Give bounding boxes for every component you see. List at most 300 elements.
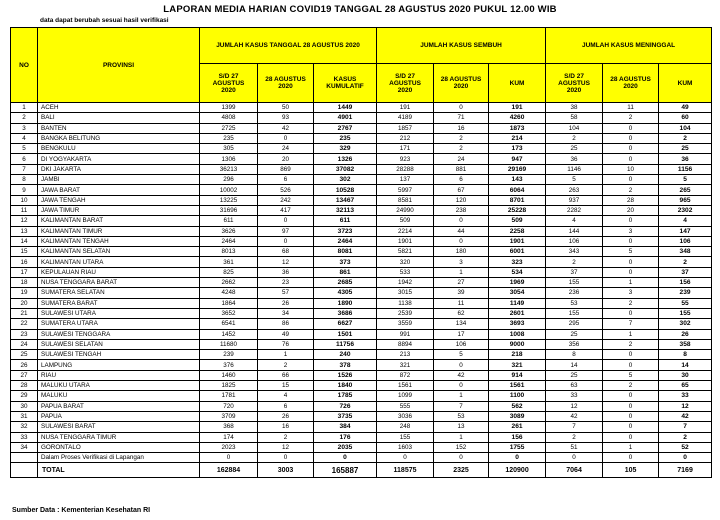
- row-provinsi: KEPULAUAN RIAU: [38, 267, 200, 277]
- row-meninggal-today: 1: [603, 329, 659, 339]
- row-provinsi: SUMATERA BARAT: [38, 298, 200, 308]
- row-meninggal-kum: 30: [659, 370, 712, 380]
- header-sembuh-sd: S/D 27 AGUSTUS 2020: [377, 64, 434, 103]
- row-kasus-kumulatif: 0: [314, 453, 377, 463]
- row-kasus-today: 66: [258, 370, 314, 380]
- row-meninggal-kum: 25: [659, 144, 712, 154]
- row-meninggal-kum: 52: [659, 442, 712, 452]
- row-kasus-today: 0: [258, 453, 314, 463]
- row-sembuh-kum: 1149: [489, 298, 546, 308]
- row-meninggal-today: 0: [603, 154, 659, 164]
- report-title: LAPORAN MEDIA HARIAN COVID19 TANGGAL 28 AGUSTUS 2020 PUKUL 12.00 WIB: [163, 4, 557, 15]
- row-provinsi: MALUKU: [38, 391, 200, 401]
- header-no: NO: [11, 28, 38, 103]
- header-kasus-today: 28 AGUSTUS 2020: [258, 64, 314, 103]
- row-meninggal-kum: 239: [659, 288, 712, 298]
- row-meninggal-kum: 5: [659, 175, 712, 185]
- row-meninggal-kum: 2: [659, 257, 712, 267]
- row-sembuh-sd: 24990: [377, 205, 434, 215]
- row-no: 22: [11, 319, 38, 329]
- row-sembuh-kum: 562: [489, 401, 546, 411]
- row-meninggal-kum: 302: [659, 319, 712, 329]
- row-meninggal-sd: 38: [546, 103, 603, 113]
- row-meninggal-sd: 236: [546, 288, 603, 298]
- row-sembuh-sd: 923: [377, 154, 434, 164]
- row-meninggal-sd: 33: [546, 391, 603, 401]
- row-kasus-sd: 8013: [200, 247, 258, 257]
- row-provinsi: BALI: [38, 113, 200, 123]
- row-no: 5: [11, 144, 38, 154]
- row-sembuh-sd: 8894: [377, 339, 434, 349]
- row-no: 29: [11, 391, 38, 401]
- row-meninggal-kum: 2: [659, 432, 712, 442]
- row-kasus-kumulatif: 37082: [314, 164, 377, 174]
- row-meninggal-today: 0: [603, 422, 659, 432]
- row-sembuh-today: 39: [434, 288, 489, 298]
- row-meninggal-today: 0: [603, 267, 659, 277]
- row-provinsi: DKI JAKARTA: [38, 164, 200, 174]
- row-meninggal-kum: 265: [659, 185, 712, 195]
- row-sembuh-kum: 914: [489, 370, 546, 380]
- row-kasus-kumulatif: 373: [314, 257, 377, 267]
- row-sembuh-kum: 321: [489, 360, 546, 370]
- row-kasus-kumulatif: 1840: [314, 381, 377, 391]
- header-group-meninggal: JUMLAH KASUS MENINGGAL: [546, 28, 712, 64]
- row-kasus-sd: 36213: [200, 164, 258, 174]
- row-no: 25: [11, 350, 38, 360]
- row-sembuh-today: 67: [434, 185, 489, 195]
- row-meninggal-kum: 0: [659, 453, 712, 463]
- row-kasus-sd: 6541: [200, 319, 258, 329]
- row-meninggal-today: 0: [603, 432, 659, 442]
- row-meninggal-kum: 37: [659, 267, 712, 277]
- table-row: [11, 195, 712, 205]
- table-row: [11, 236, 712, 246]
- row-meninggal-kum: 2302: [659, 205, 712, 215]
- row-provinsi: DI YOGYAKARTA: [38, 154, 200, 164]
- row-sembuh-today: 1: [434, 267, 489, 277]
- row-meninggal-sd: 63: [546, 381, 603, 391]
- row-kasus-sd: 611: [200, 216, 258, 226]
- row-sembuh-today: 1: [434, 391, 489, 401]
- total-label: TOTAL: [38, 463, 200, 478]
- row-kasus-sd: 3652: [200, 308, 258, 318]
- row-provinsi: SULAWESI UTARA: [38, 308, 200, 318]
- row-kasus-kumulatif: 384: [314, 422, 377, 432]
- row-no: 23: [11, 329, 38, 339]
- row-sembuh-kum: 947: [489, 154, 546, 164]
- row-kasus-today: 57: [258, 288, 314, 298]
- row-meninggal-sd: 12: [546, 401, 603, 411]
- row-provinsi: ACEH: [38, 103, 200, 113]
- row-kasus-today: 26: [258, 411, 314, 421]
- row-provinsi: NUSA TENGGARA BARAT: [38, 278, 200, 288]
- row-kasus-kumulatif: 1326: [314, 154, 377, 164]
- row-meninggal-kum: 14: [659, 360, 712, 370]
- row-kasus-kumulatif: 4901: [314, 113, 377, 123]
- row-kasus-today: 12: [258, 442, 314, 452]
- row-kasus-today: 50: [258, 103, 314, 113]
- row-kasus-today: 2: [258, 432, 314, 442]
- row-meninggal-sd: 51: [546, 442, 603, 452]
- table-row: [11, 205, 712, 215]
- table-row: [11, 278, 712, 288]
- row-kasus-today: 6: [258, 401, 314, 411]
- table-row: [11, 432, 712, 442]
- row-sembuh-today: 7: [434, 401, 489, 411]
- row-kasus-kumulatif: 176: [314, 432, 377, 442]
- row-meninggal-today: 0: [603, 360, 659, 370]
- row-kasus-sd: 11680: [200, 339, 258, 349]
- row-provinsi: Dalam Proses Verifikasi di Lapangan: [38, 453, 200, 463]
- row-sembuh-sd: 321: [377, 360, 434, 370]
- row-no: 6: [11, 154, 38, 164]
- row-no: 11: [11, 205, 38, 215]
- row-meninggal-today: 0: [603, 236, 659, 246]
- row-kasus-sd: 174: [200, 432, 258, 442]
- row-kasus-sd: 1825: [200, 381, 258, 391]
- row-kasus-sd: 296: [200, 175, 258, 185]
- row-sembuh-sd: 213: [377, 350, 434, 360]
- row-sembuh-today: 17: [434, 329, 489, 339]
- row-sembuh-sd: 137: [377, 175, 434, 185]
- row-provinsi: NUSA TENGGARA TIMUR: [38, 432, 200, 442]
- row-sembuh-kum: 1969: [489, 278, 546, 288]
- row-sembuh-today: 3: [434, 257, 489, 267]
- table-row: [11, 411, 712, 421]
- row-meninggal-kum: 348: [659, 247, 712, 257]
- header-sembuh-kum: KUM: [489, 64, 546, 103]
- row-kasus-sd: 10002: [200, 185, 258, 195]
- row-kasus-kumulatif: 861: [314, 267, 377, 277]
- row-kasus-today: 12: [258, 257, 314, 267]
- total-row: [11, 463, 712, 478]
- row-kasus-today: 97: [258, 226, 314, 236]
- row-sembuh-today: 881: [434, 164, 489, 174]
- row-kasus-kumulatif: 4305: [314, 288, 377, 298]
- row-kasus-kumulatif: 329: [314, 144, 377, 154]
- table-row: [11, 319, 712, 329]
- row-meninggal-today: 5: [603, 247, 659, 257]
- table-row: [11, 185, 712, 195]
- row-sembuh-sd: 2539: [377, 308, 434, 318]
- row-meninggal-today: 5: [603, 370, 659, 380]
- row-provinsi: JAWA TIMUR: [38, 205, 200, 215]
- row-sembuh-sd: 991: [377, 329, 434, 339]
- row-no: 26: [11, 360, 38, 370]
- row-kasus-sd: 4248: [200, 288, 258, 298]
- row-sembuh-today: 27: [434, 278, 489, 288]
- row-sembuh-today: 0: [434, 360, 489, 370]
- row-sembuh-today: 1: [434, 432, 489, 442]
- row-kasus-sd: 361: [200, 257, 258, 267]
- row-kasus-today: 417: [258, 205, 314, 215]
- row-provinsi: KALIMANTAN TENGAH: [38, 236, 200, 246]
- row-provinsi: GORONTALO: [38, 442, 200, 452]
- row-sembuh-today: 152: [434, 442, 489, 452]
- row-kasus-sd: 825: [200, 267, 258, 277]
- table-row: [11, 298, 712, 308]
- row-sembuh-sd: 171: [377, 144, 434, 154]
- row-provinsi: BANGKA BELITUNG: [38, 133, 200, 143]
- row-meninggal-kum: 60: [659, 113, 712, 123]
- row-kasus-sd: 235: [200, 133, 258, 143]
- row-kasus-today: 1: [258, 350, 314, 360]
- row-meninggal-today: 0: [603, 216, 659, 226]
- row-meninggal-today: 0: [603, 411, 659, 421]
- row-meninggal-kum: 358: [659, 339, 712, 349]
- row-kasus-sd: 376: [200, 360, 258, 370]
- row-kasus-today: 68: [258, 247, 314, 257]
- row-kasus-today: 0: [258, 133, 314, 143]
- row-sembuh-kum: 6001: [489, 247, 546, 257]
- row-meninggal-kum: 106: [659, 236, 712, 246]
- total-kasus-sd: 162884: [200, 463, 258, 478]
- row-sembuh-kum: 218: [489, 350, 546, 360]
- row-no: 30: [11, 401, 38, 411]
- table-row: [11, 391, 712, 401]
- row-no: 18: [11, 278, 38, 288]
- row-kasus-kumulatif: 8081: [314, 247, 377, 257]
- row-sembuh-sd: 3036: [377, 411, 434, 421]
- total-sembuh-today: 2325: [434, 463, 489, 478]
- total-no: [11, 463, 38, 478]
- row-sembuh-today: 42: [434, 370, 489, 380]
- row-no: 2: [11, 113, 38, 123]
- row-sembuh-today: 53: [434, 411, 489, 421]
- row-meninggal-sd: 14: [546, 360, 603, 370]
- row-meninggal-today: 28: [603, 195, 659, 205]
- total-kasus-today: 3003: [258, 463, 314, 478]
- row-kasus-today: 49: [258, 329, 314, 339]
- row-provinsi: SULAWESI TENGAH: [38, 350, 200, 360]
- row-meninggal-kum: 8: [659, 350, 712, 360]
- table-row: [11, 154, 712, 164]
- row-sembuh-kum: 2601: [489, 308, 546, 318]
- row-sembuh-today: 0: [434, 453, 489, 463]
- row-meninggal-today: 11: [603, 103, 659, 113]
- row-meninggal-today: 0: [603, 453, 659, 463]
- row-meninggal-sd: 106: [546, 236, 603, 246]
- row-sembuh-kum: 143: [489, 175, 546, 185]
- row-meninggal-today: 2: [603, 381, 659, 391]
- row-kasus-sd: 2464: [200, 236, 258, 246]
- row-sembuh-today: 5: [434, 350, 489, 360]
- row-kasus-today: 2: [258, 360, 314, 370]
- row-sembuh-kum: 2258: [489, 226, 546, 236]
- row-kasus-kumulatif: 3686: [314, 308, 377, 318]
- row-meninggal-today: 2: [603, 113, 659, 123]
- row-meninggal-kum: 4: [659, 216, 712, 226]
- row-provinsi: SUMATERA UTARA: [38, 319, 200, 329]
- row-sembuh-sd: 872: [377, 370, 434, 380]
- row-meninggal-sd: 25: [546, 329, 603, 339]
- row-sembuh-today: 0: [434, 236, 489, 246]
- row-provinsi: SULAWESI TENGGARA: [38, 329, 200, 339]
- row-kasus-today: 86: [258, 319, 314, 329]
- row-no: 10: [11, 195, 38, 205]
- row-kasus-sd: 1864: [200, 298, 258, 308]
- total-sembuh-sd: 118575: [377, 463, 434, 478]
- row-kasus-kumulatif: 2767: [314, 123, 377, 133]
- table-row: [11, 113, 712, 123]
- table-row: [11, 370, 712, 380]
- row-kasus-kumulatif: 378: [314, 360, 377, 370]
- row-meninggal-sd: 144: [546, 226, 603, 236]
- row-sembuh-kum: 1901: [489, 236, 546, 246]
- row-kasus-today: 4: [258, 391, 314, 401]
- row-sembuh-today: 134: [434, 319, 489, 329]
- row-sembuh-kum: 1100: [489, 391, 546, 401]
- row-kasus-kumulatif: 11756: [314, 339, 377, 349]
- report-subtitle: data dapat berubah sesuai hasil verifikasi: [40, 17, 169, 24]
- row-sembuh-sd: 28288: [377, 164, 434, 174]
- row-sembuh-sd: 8581: [377, 195, 434, 205]
- row-no: 21: [11, 308, 38, 318]
- row-kasus-kumulatif: 1785: [314, 391, 377, 401]
- row-kasus-kumulatif: 1449: [314, 103, 377, 113]
- row-meninggal-today: 0: [603, 144, 659, 154]
- row-sembuh-kum: 1008: [489, 329, 546, 339]
- row-kasus-today: 34: [258, 308, 314, 318]
- header-meninggal-kum: KUM: [659, 64, 712, 103]
- row-kasus-sd: 4808: [200, 113, 258, 123]
- row-meninggal-sd: 356: [546, 339, 603, 349]
- row-sembuh-kum: 9000: [489, 339, 546, 349]
- row-no: 34: [11, 442, 38, 452]
- row-sembuh-sd: 2214: [377, 226, 434, 236]
- row-sembuh-sd: 212: [377, 133, 434, 143]
- row-meninggal-sd: 263: [546, 185, 603, 195]
- row-kasus-kumulatif: 726: [314, 401, 377, 411]
- row-sembuh-kum: 25228: [489, 205, 546, 215]
- row-kasus-today: 6: [258, 175, 314, 185]
- table-row: [11, 123, 712, 133]
- header-group-sembuh: JUMLAH KASUS SEMBUH: [377, 28, 546, 64]
- table-row: [11, 133, 712, 143]
- row-sembuh-today: 106: [434, 339, 489, 349]
- row-sembuh-sd: 3015: [377, 288, 434, 298]
- row-sembuh-sd: 1603: [377, 442, 434, 452]
- row-meninggal-today: 0: [603, 123, 659, 133]
- row-sembuh-sd: 191: [377, 103, 434, 113]
- row-no: 32: [11, 422, 38, 432]
- table-row: [11, 267, 712, 277]
- total-meninggal-today: 105: [603, 463, 659, 478]
- row-sembuh-sd: 0: [377, 453, 434, 463]
- row-kasus-sd: 368: [200, 422, 258, 432]
- row-kasus-today: 26: [258, 298, 314, 308]
- table-row: [11, 144, 712, 154]
- row-sembuh-sd: 1138: [377, 298, 434, 308]
- table-row: [11, 226, 712, 236]
- row-meninggal-today: 1: [603, 278, 659, 288]
- header-group-kasus: JUMLAH KASUS TANGGAL 28 AGUSTUS 2020: [200, 28, 377, 64]
- row-sembuh-kum: 3054: [489, 288, 546, 298]
- table-row: [11, 257, 712, 267]
- row-sembuh-today: 24: [434, 154, 489, 164]
- table-row: [11, 381, 712, 391]
- total-sembuh-kum: 120900: [489, 463, 546, 478]
- row-kasus-today: 36: [258, 267, 314, 277]
- row-no: 17: [11, 267, 38, 277]
- row-sembuh-sd: 1901: [377, 236, 434, 246]
- row-meninggal-sd: 155: [546, 308, 603, 318]
- row-meninggal-today: 0: [603, 308, 659, 318]
- row-meninggal-sd: 155: [546, 278, 603, 288]
- row-sembuh-today: 71: [434, 113, 489, 123]
- row-meninggal-sd: 58: [546, 113, 603, 123]
- row-sembuh-kum: 0: [489, 453, 546, 463]
- row-meninggal-sd: 0: [546, 453, 603, 463]
- row-provinsi: PAPUA BARAT: [38, 401, 200, 411]
- row-sembuh-sd: 533: [377, 267, 434, 277]
- row-meninggal-today: 20: [603, 205, 659, 215]
- row-sembuh-sd: 4189: [377, 113, 434, 123]
- row-kasus-sd: 1306: [200, 154, 258, 164]
- row-provinsi: KALIMANTAN BARAT: [38, 216, 200, 226]
- row-sembuh-today: 13: [434, 422, 489, 432]
- row-meninggal-today: 2: [603, 185, 659, 195]
- row-provinsi: KALIMANTAN SELATAN: [38, 247, 200, 257]
- row-sembuh-kum: 3693: [489, 319, 546, 329]
- row-kasus-kumulatif: 235: [314, 133, 377, 143]
- row-kasus-kumulatif: 32113: [314, 205, 377, 215]
- row-sembuh-sd: 5821: [377, 247, 434, 257]
- row-kasus-sd: 13225: [200, 195, 258, 205]
- table-row: [11, 175, 712, 185]
- data-source: Sumber Data : Kementerian Kesehatan RI: [12, 507, 151, 514]
- table-row: [11, 401, 712, 411]
- table-row: [11, 360, 712, 370]
- row-meninggal-sd: 2: [546, 432, 603, 442]
- row-no: 8: [11, 175, 38, 185]
- row-provinsi: SUMATERA SELATAN: [38, 288, 200, 298]
- row-kasus-today: 42: [258, 123, 314, 133]
- row-meninggal-sd: 36: [546, 154, 603, 164]
- row-kasus-kumulatif: 3735: [314, 411, 377, 421]
- row-provinsi: JAMBI: [38, 175, 200, 185]
- row-meninggal-today: 1: [603, 442, 659, 452]
- row-meninggal-kum: 965: [659, 195, 712, 205]
- row-sembuh-kum: 173: [489, 144, 546, 154]
- row-kasus-sd: 0: [200, 453, 258, 463]
- row-meninggal-sd: 25: [546, 144, 603, 154]
- row-meninggal-today: 3: [603, 288, 659, 298]
- row-kasus-today: 0: [258, 216, 314, 226]
- row-kasus-kumulatif: 2035: [314, 442, 377, 452]
- row-sembuh-today: 120: [434, 195, 489, 205]
- row-sembuh-sd: 1561: [377, 381, 434, 391]
- row-no: [11, 453, 38, 463]
- row-meninggal-sd: 53: [546, 298, 603, 308]
- row-kasus-kumulatif: 2685: [314, 278, 377, 288]
- row-kasus-sd: 1781: [200, 391, 258, 401]
- row-meninggal-kum: 49: [659, 103, 712, 113]
- row-meninggal-today: 2: [603, 339, 659, 349]
- row-meninggal-kum: 156: [659, 278, 712, 288]
- row-sembuh-sd: 555: [377, 401, 434, 411]
- row-provinsi: PAPUA: [38, 411, 200, 421]
- row-meninggal-kum: 36: [659, 154, 712, 164]
- row-no: 27: [11, 370, 38, 380]
- row-sembuh-kum: 261: [489, 422, 546, 432]
- row-meninggal-kum: 42: [659, 411, 712, 421]
- row-provinsi: BENGKULU: [38, 144, 200, 154]
- row-meninggal-sd: 2282: [546, 205, 603, 215]
- row-sembuh-sd: 155: [377, 432, 434, 442]
- row-sembuh-kum: 534: [489, 267, 546, 277]
